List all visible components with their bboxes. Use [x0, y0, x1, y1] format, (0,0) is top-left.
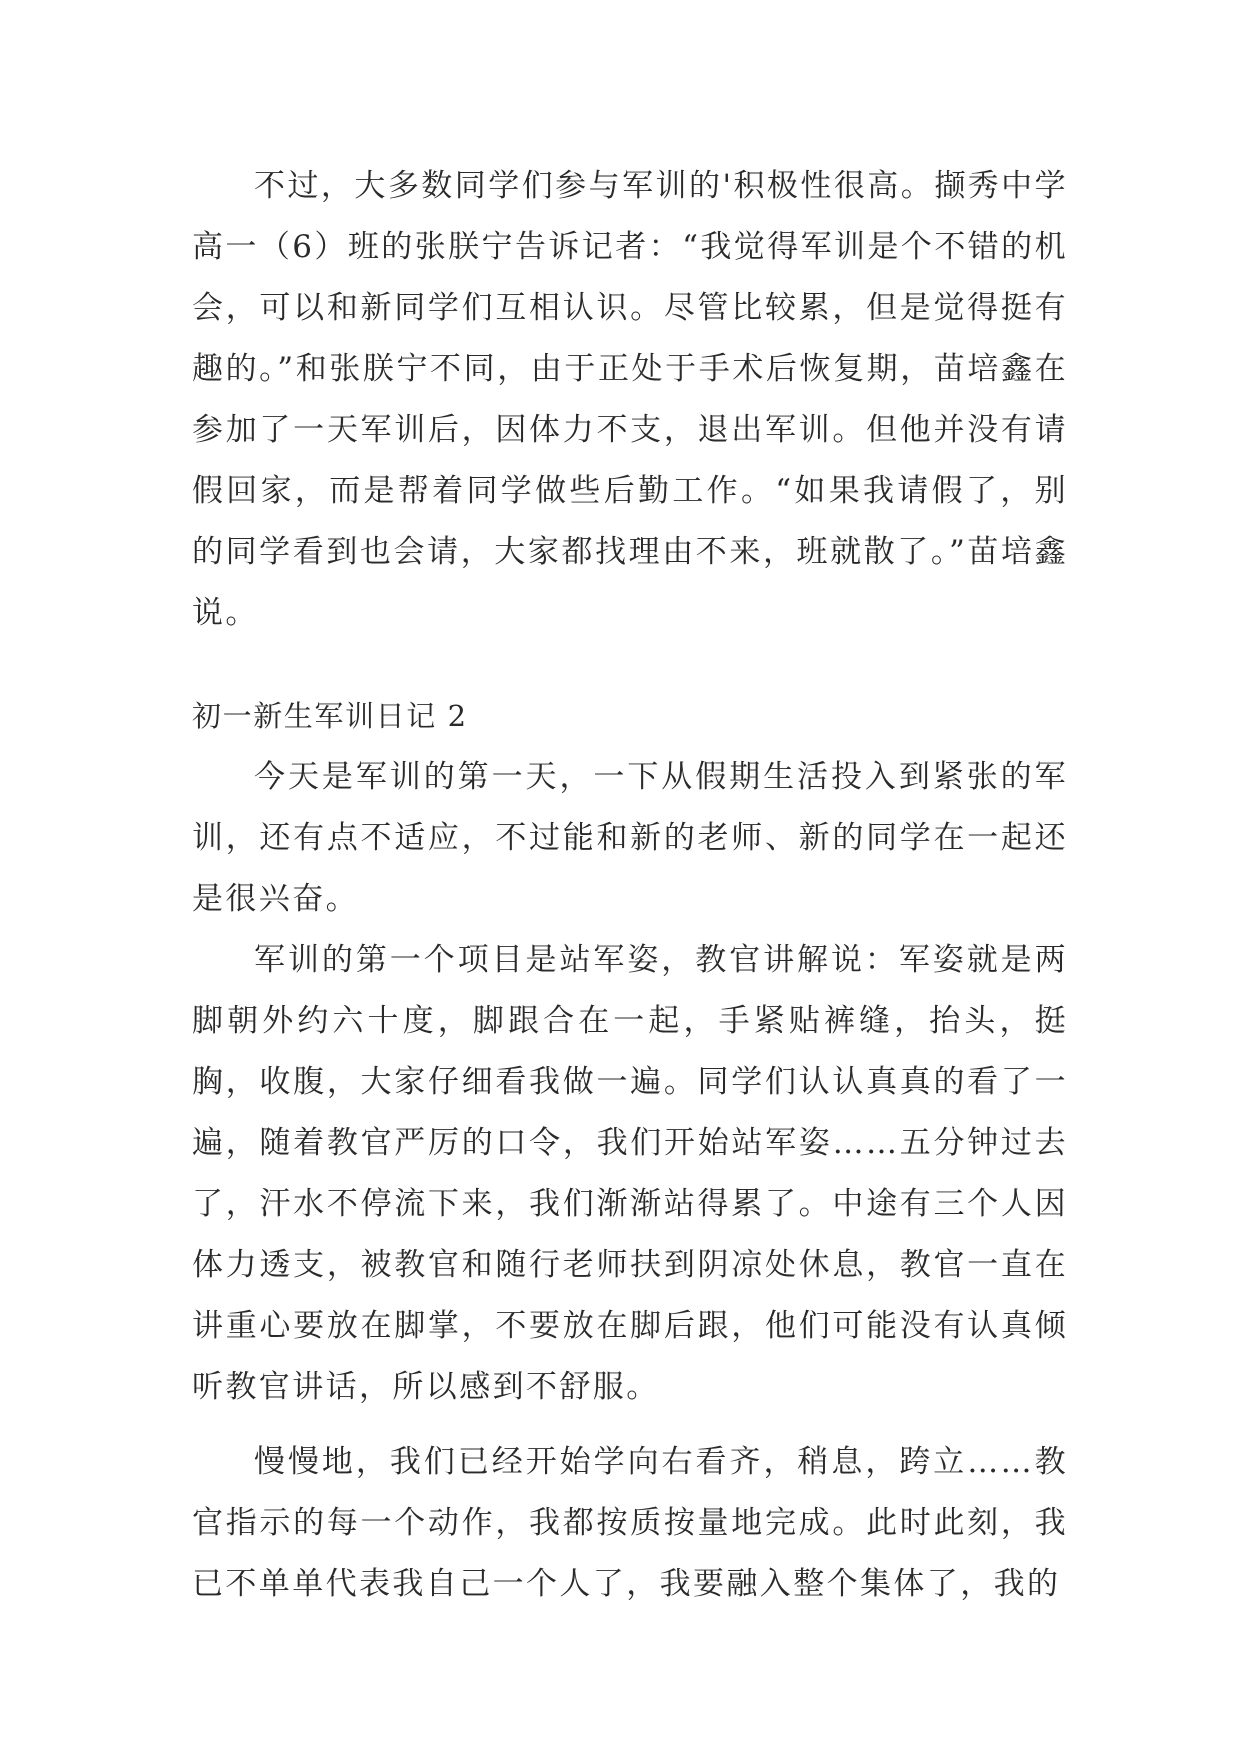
document-body — [192, 156, 1068, 1615]
section-heading: 初一新生军训日记 2 — [192, 699, 468, 733]
paragraph-first-day: 今天是军训的第一天，一下从假期生活投入到紧张的军训，还有点不适应，不过能和新的老师、新的同学在一起还是很兴奋。 — [192, 759, 1068, 917]
paragraph-standing-posture: 军训的第一个项目是站军姿，教官讲解说：军姿就是两脚朝外约六十度，脚跟合在一起，手紧贴裤缝，抬头，挺胸，收腹，大家仔细看我做一遍。同学们认认真真的看了一遍，随着教官严厉的口令，我们开始站军姿……五分钟过去了，汗水不停流下来，我们渐渐站得累了。中途有三个人因体力透支，被教官和随行老师扶到阴凉处休息，教官一直在讲重心要放在脚掌，不要放在脚后跟，他们可能没有认真倾听教官讲话，所以感到不舒服。 — [192, 942, 1068, 1405]
section-gap — [192, 644, 1068, 686]
paragraph-military-training-enthusiasm: 不过，大多数同学们参与军训的'积极性很高。撷秀中学高一（6）班的张朕宁告诉记者：“我觉得军训是个不错的机会，可以和新同学们互相认识。尽管比较累，但是觉得挺有趣的。”和张朕宁不同，由于正处于手术后恢复期，苗培鑫在参加了一天军训后，因体力不支，退出军训。但他并没有请假回家，而是帮着同学做些后勤工作。“如果我请假了，别的同学看到也会请，大家都找理由不来，班就散了。”苗培鑫说。 — [192, 168, 1068, 631]
paragraph-gap — [192, 1418, 1068, 1432]
paragraph-drills: 慢慢地，我们已经开始学向右看齐，稍息，跨立……教官指示的每一个动作，我都按质按量地完成。此时此刻，我已不单单代表我自己一个人了，我要融入整个集体了，我的 — [192, 1444, 1068, 1602]
